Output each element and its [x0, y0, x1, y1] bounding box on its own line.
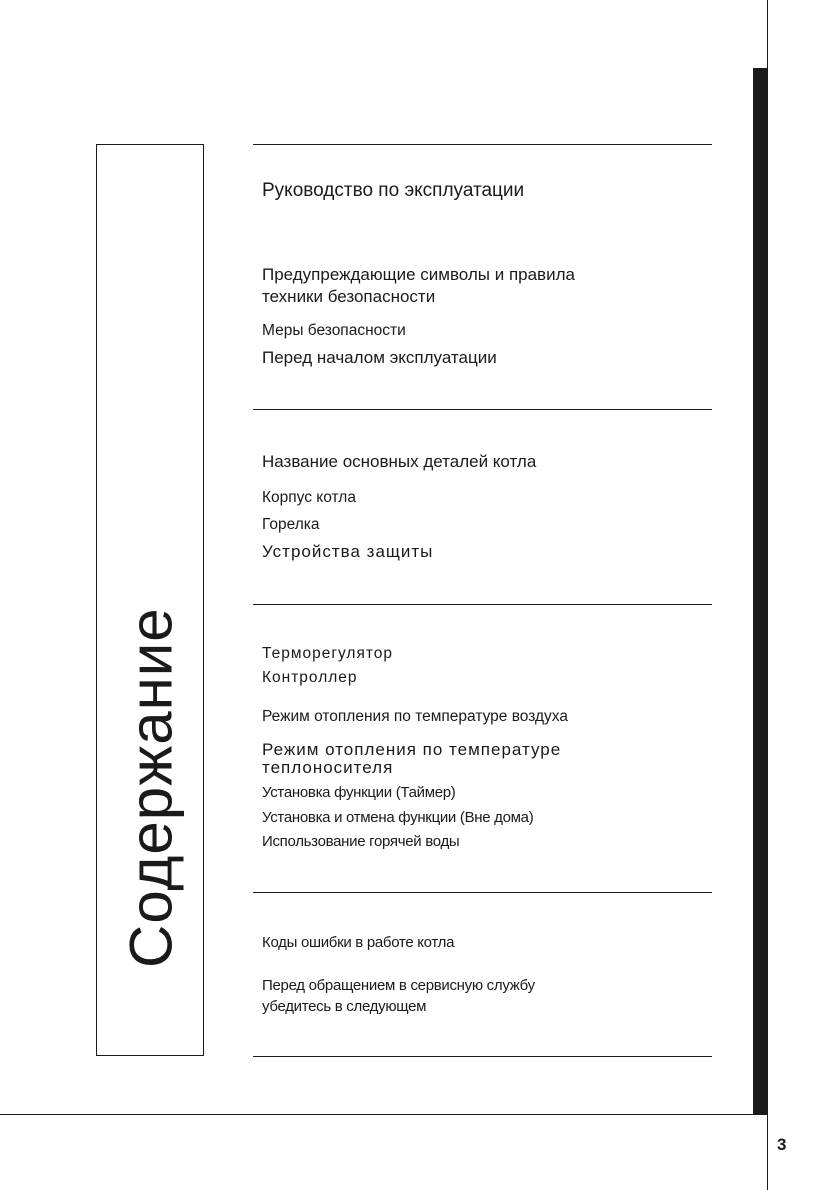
- toc-entry-main-parts[interactable]: Название основных деталей котла: [262, 452, 537, 471]
- toc-entry-away-function[interactable]: Установка и отмена функции (Вне дома): [262, 809, 534, 826]
- toc-divider: [253, 1056, 712, 1057]
- toc-entry-burner[interactable]: Горелка: [262, 516, 320, 533]
- toc-entry-coolant-temp-mode-cont[interactable]: теплоносителя: [262, 758, 394, 777]
- toc-entry-thermostat[interactable]: Терморегулятор: [262, 645, 394, 662]
- right-edge-bar: [753, 68, 767, 1114]
- toc-divider: [253, 604, 712, 605]
- bottom-rule: [0, 1114, 768, 1115]
- toc-entry-air-temp-mode[interactable]: Режим отопления по температуре воздуха: [262, 708, 568, 725]
- toc-entry-boiler-body[interactable]: Корпус котла: [262, 489, 356, 506]
- toc-entry-operation-manual[interactable]: Руководство по эксплуатации: [262, 180, 525, 201]
- page-number: 3: [777, 1135, 787, 1154]
- toc-entry-protection-devices[interactable]: Устройства защиты: [262, 542, 434, 561]
- toc-divider: [253, 409, 712, 410]
- page-title: Содержание: [117, 607, 185, 968]
- right-margin-rule: [767, 0, 768, 1190]
- toc-entry-hot-water[interactable]: Использование горячей воды: [262, 833, 460, 850]
- title-box: [96, 144, 204, 1056]
- toc-entry-warning-symbols[interactable]: Предупреждающие символы и правила: [262, 265, 575, 284]
- toc-divider: [253, 892, 712, 893]
- toc-entry-warning-symbols-cont[interactable]: техники безопасности: [262, 287, 436, 306]
- toc-entry-safety-measures[interactable]: Меры безопасности: [262, 322, 406, 339]
- toc-entry-before-service[interactable]: Перед обращением в сервисную службу: [262, 977, 535, 994]
- toc-entry-before-operation[interactable]: Перед началом эксплуатации: [262, 348, 497, 367]
- toc-divider: [253, 144, 712, 145]
- toc-entry-timer-function[interactable]: Установка функции (Таймер): [262, 784, 456, 801]
- toc-entry-error-codes[interactable]: Коды ошибки в работе котла: [262, 934, 455, 951]
- toc-entry-before-service-cont[interactable]: убедитесь в следующем: [262, 998, 427, 1015]
- toc-entry-coolant-temp-mode[interactable]: Режим отопления по температуре: [262, 740, 562, 759]
- toc-entry-controller[interactable]: Контроллер: [262, 669, 358, 686]
